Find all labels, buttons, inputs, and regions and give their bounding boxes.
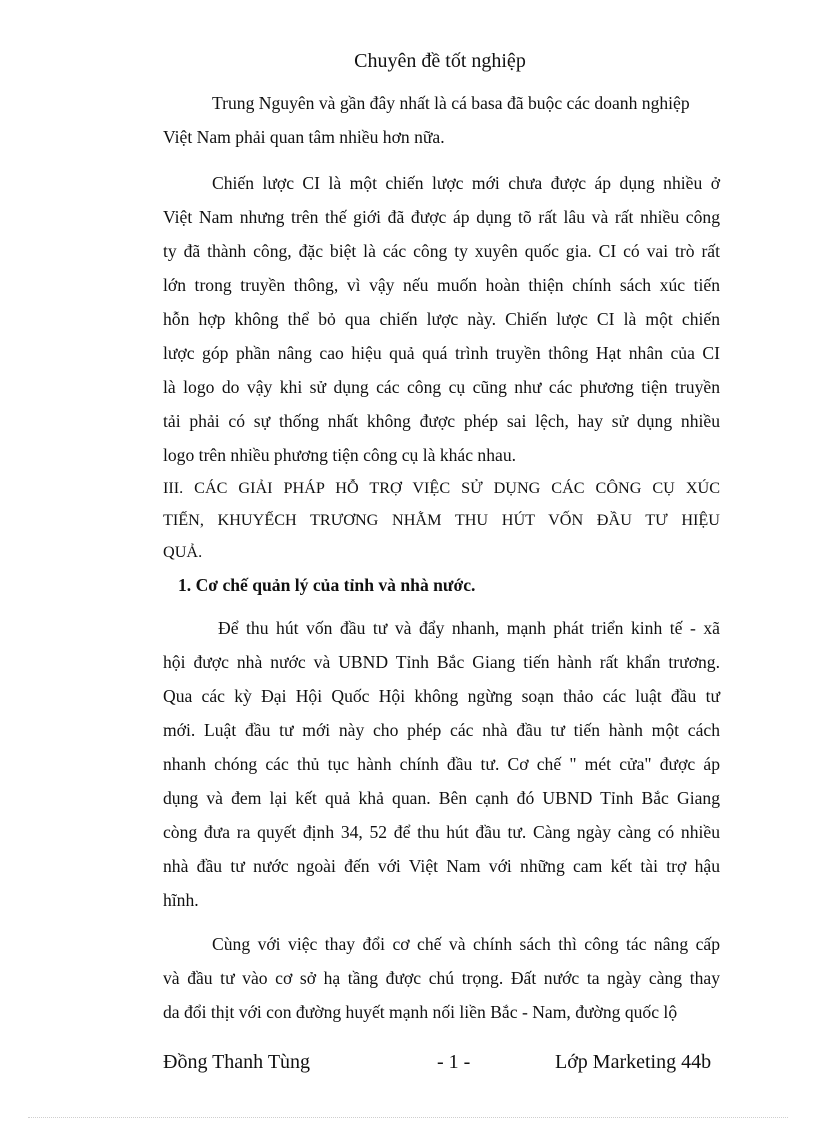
body-line: lớn trong truyền thông, vì vậy nếu muốn hoàn thiện chính sách xúc tiến — [163, 275, 720, 295]
body-line: nhanh chóng các thủ tục hành chính đầu tư. Cơ chế " mét cửa" được áp — [163, 754, 720, 774]
body-line: tải phải có sự thống nhất không được phép sai lệch, hay sử dụng nhiều — [163, 411, 720, 431]
body-line: Chiến lược CI là một chiến lược mới chưa được áp dụng nhiều ở — [212, 173, 720, 193]
body-line: ty đã thành công, đặc biệt là các công ty xuyên quốc gia. CI có vai trò rất — [163, 241, 720, 261]
body-line: hĩnh. — [163, 890, 199, 910]
body-line: lược góp phần nâng cao hiệu quả quá trình truyền thông Hạt nhân của CI — [163, 343, 720, 363]
body-line: Cùng với việc thay đổi cơ chế và chính sách thì công tác nâng cấp — [212, 934, 720, 954]
section-heading-line: TIẾN, KHUYẾCH TRƯƠNG NHẰM THU HÚT VỐN ĐẦU TƯ HIỆU — [163, 511, 720, 529]
section-heading-line: QUẢ. — [163, 543, 203, 561]
page-header-title: Chuyên đề tốt nghiệp — [354, 50, 526, 72]
body-line: Việt Nam phải quan tâm nhiều hơn nữa. — [163, 127, 445, 147]
body-line: hỗn hợp không thể bỏ qua chiến lược này. Chiến lược CI là một chiến — [163, 309, 720, 329]
body-line: Việt Nam nhưng trên thế giới đã được áp dụng tõ rất lâu và rất nhiều công — [163, 207, 720, 227]
body-line: logo trên nhiều phương tiện công cụ là khác nhau. — [163, 445, 517, 465]
body-line: nhà đầu tư nước ngoài đến với Việt Nam với những cam kết tài trợ hậu — [163, 856, 720, 876]
footer-page-number: - 1 - — [437, 1051, 471, 1073]
section-heading-line: III. CÁC GIẢI PHÁP HỖ TRỢ VIỆC SỬ DỤNG CÁC CÔNG CỤ XÚC — [163, 479, 720, 497]
body-line: còng đưa ra quyết định 34, 52 để thu hút đầu tư. Càng ngày càng có nhiều — [163, 822, 720, 842]
footer-author: Đồng Thanh Tùng — [163, 1051, 311, 1073]
page-bottom-divider — [28, 1117, 788, 1118]
body-line: Để thu hút vốn đầu tư và đẩy nhanh, mạnh phát triển kinh tế - xã — [218, 618, 720, 638]
body-line: hội được nhà nước và UBND Tỉnh Bắc Giang tiến hành rất khẩn trương. — [163, 652, 720, 672]
body-line: là logo do vậy khi sử dụng các công cụ cũng như các phương tiện truyền — [163, 377, 720, 397]
subsection-heading: 1. Cơ chế quản lý của tỉnh và nhà nước. — [178, 575, 476, 595]
footer-class-name: Lớp Marketing 44b — [555, 1051, 712, 1073]
body-line: mới. Luật đầu tư mới này cho phép các nhà đầu tư tiến hành một cách — [163, 720, 720, 740]
body-line: da đổi thịt với con đường huyết mạnh nối liền Bắc - Nam, đường quốc lộ — [163, 1002, 678, 1022]
body-line: Qua các kỳ Đại Hội Quốc Hội không ngừng soạn thảo các luật đầu tư — [163, 686, 720, 706]
body-line: và đầu tư vào cơ sở hạ tầng được chú trọng. Đất nước ta ngày càng thay — [163, 968, 720, 988]
body-line: Trung Nguyên và gần đây nhất là cá basa đã buộc các doanh nghiệp — [212, 93, 690, 113]
body-line: dụng và đem lại kết quả khả quan. Bên cạnh đó UBND Tỉnh Bắc Giang — [163, 788, 720, 808]
